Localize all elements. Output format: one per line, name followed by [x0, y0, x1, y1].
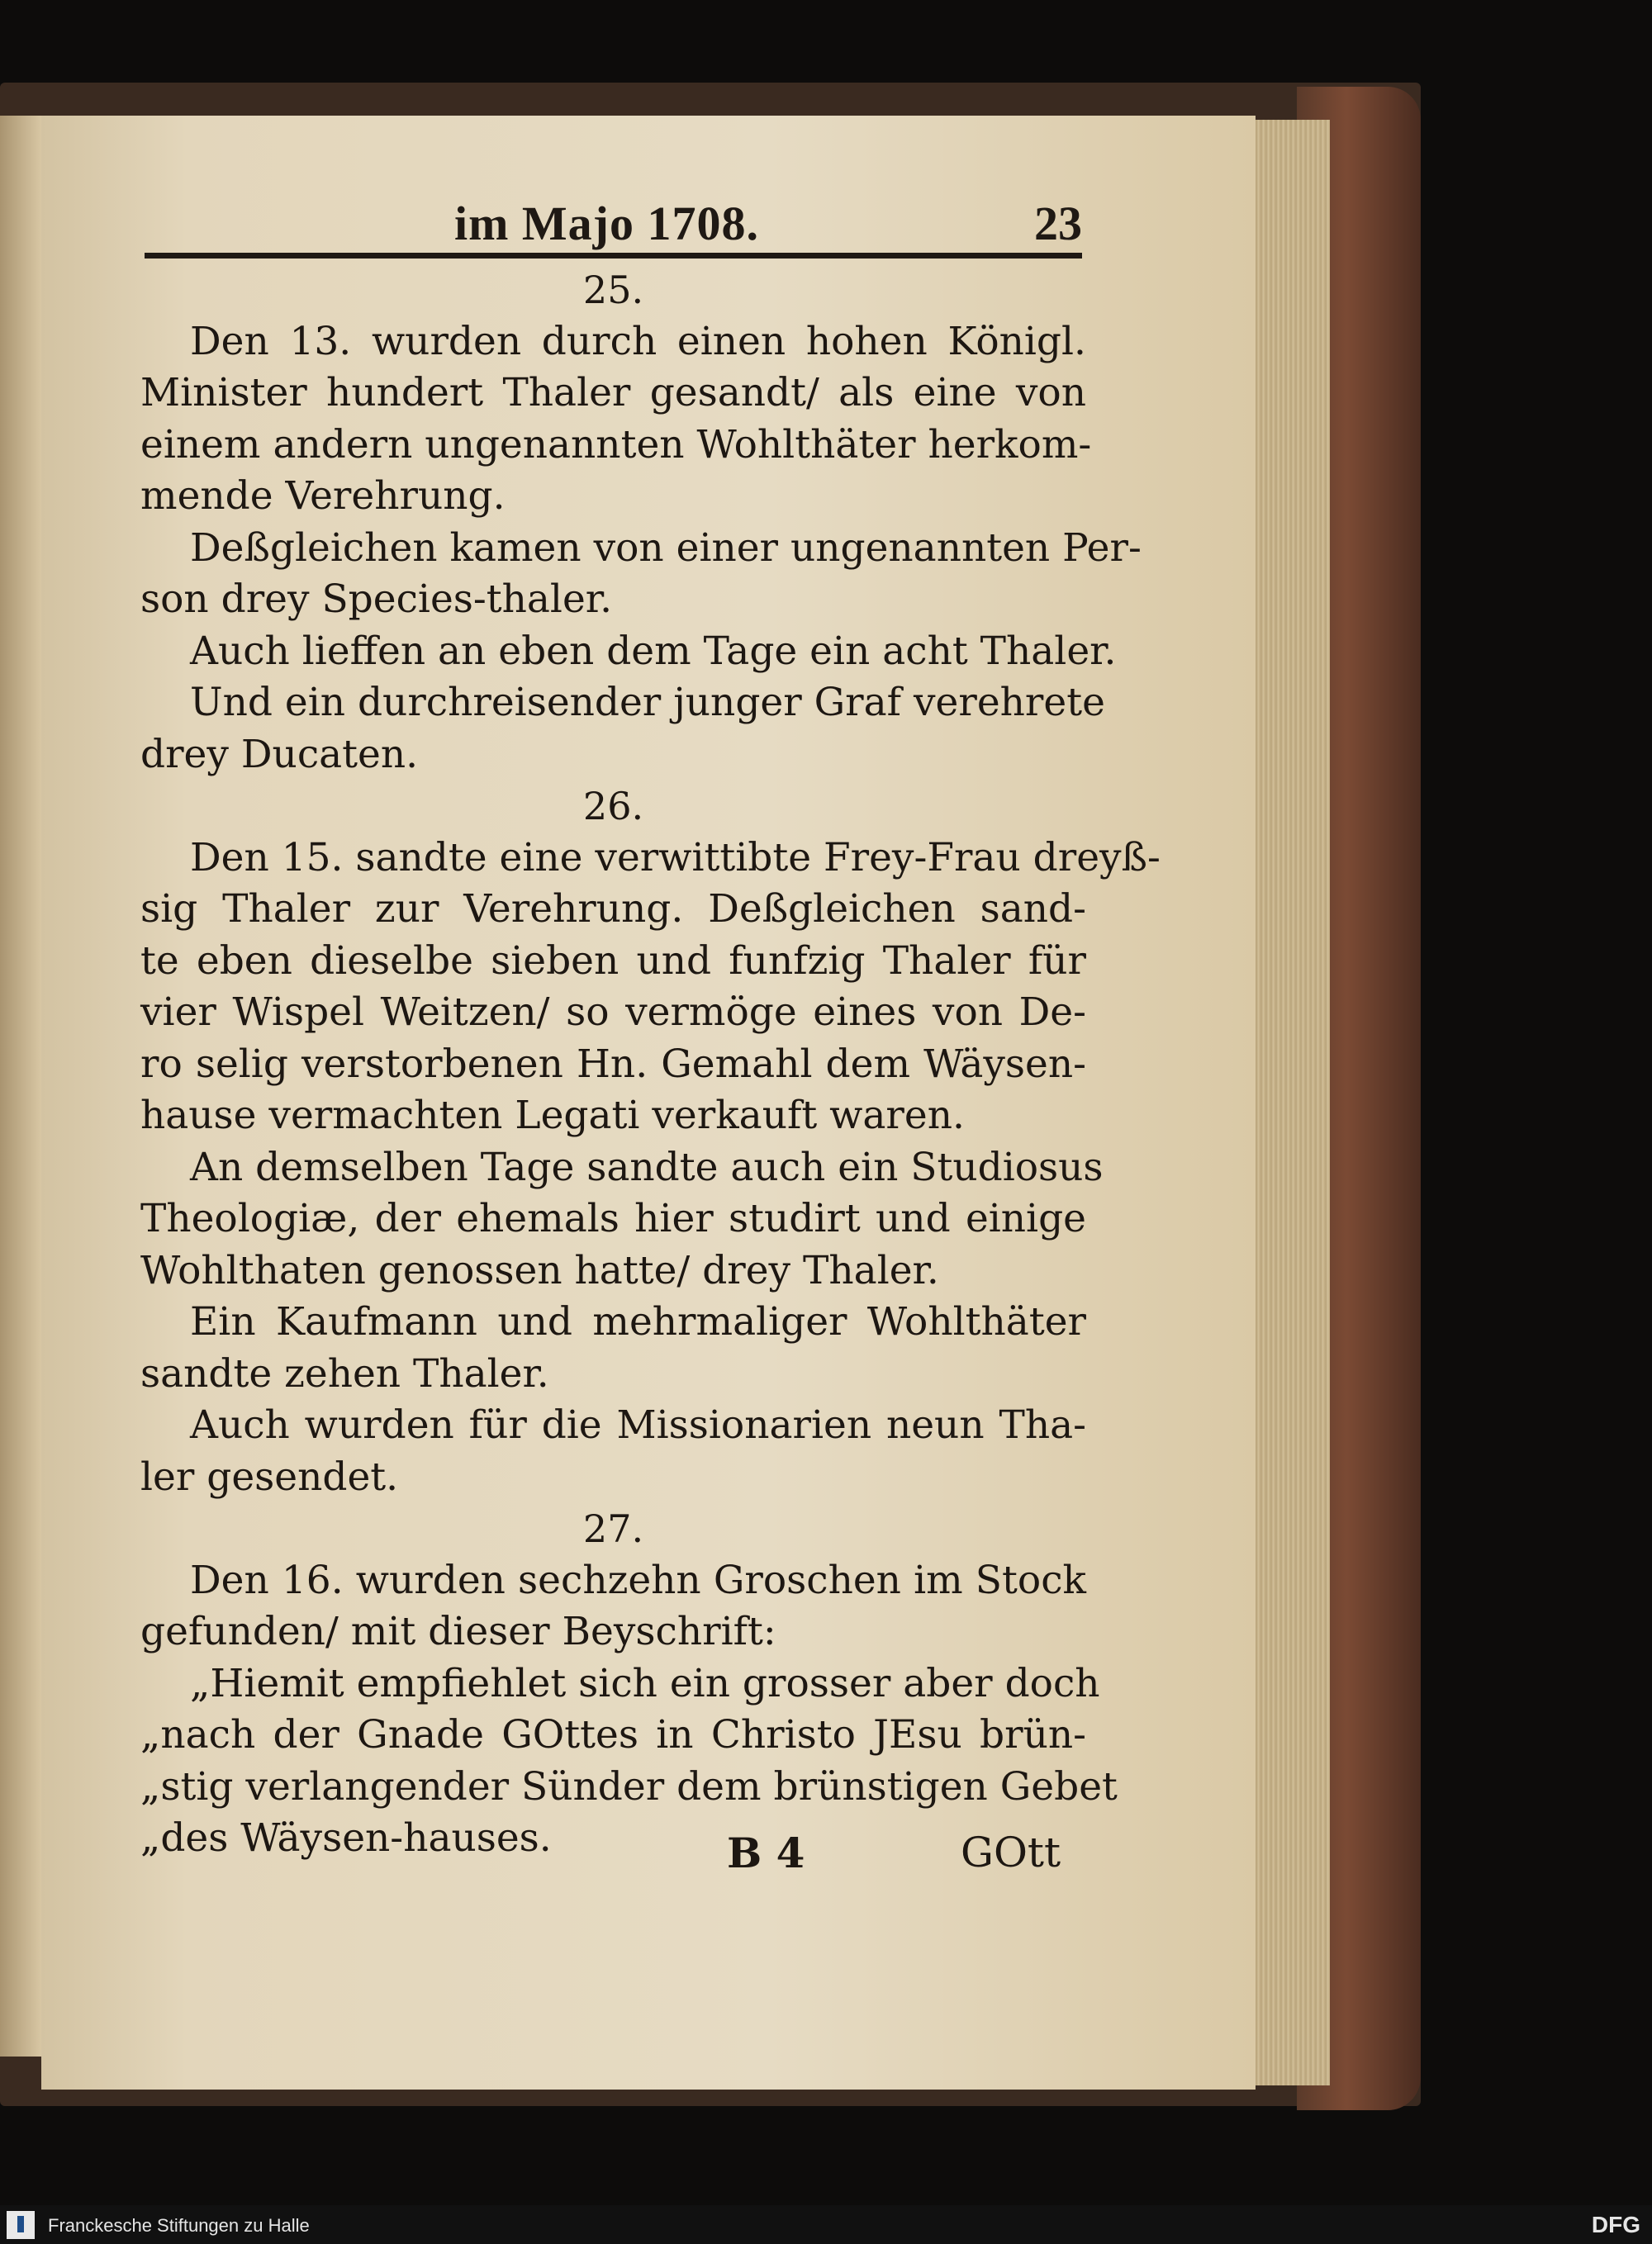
text-line: Auch wurden für die Missionarien neun Tha- [190, 1402, 1086, 1448]
text-line: sig Thaler zur Verehrung. Deßgleichen sand- [140, 886, 1086, 932]
text-line: „Hiemit empfiehlet sich ein grosser aber doch [190, 1660, 1100, 1706]
text-line: „nach der Gnade GOttes in Christo JEsu brün- [140, 1712, 1086, 1758]
text-line: hause vermachten Legati verkauft waren. [140, 1093, 965, 1138]
text-line: ro selig verstorbenen Hn. Gemahl dem Wäysen- [140, 1041, 1086, 1087]
text-line: Den 16. wurden sechzehn Groschen im Stock [190, 1557, 1086, 1603]
text-line: Den 15. sandte eine verwittibte Frey-Frau dreyß- [190, 834, 1161, 880]
text-line: Minister hundert Thaler gesandt/ als eine von [140, 370, 1086, 415]
text-line: Theologiæ, der ehemals hier studirt und einige [140, 1196, 1086, 1241]
text-line: Deßgleichen kamen von einer ungenannten Per- [190, 524, 1142, 571]
section-number: 26. [582, 784, 644, 828]
signature-mark: B 4 [727, 1829, 805, 1877]
body-text [140, 264, 1161, 1865]
text-line: Und ein durchreisender junger Graf verehrete [190, 680, 1105, 725]
text-line: te eben dieselbe sieben und funfzig Thaler für [140, 937, 1086, 984]
page-number: 23 [1034, 197, 1082, 250]
institution-name: Franckesche Stiftungen zu Halle [48, 2215, 310, 2236]
running-title: im Majo 1708. [454, 197, 759, 250]
text-line: sandte zehen Thaler. [140, 1350, 549, 1397]
institution-logo-icon [7, 2211, 35, 2239]
text-line: son drey Species-thaler. [140, 576, 613, 622]
text-line: vier Wispel Weitzen/ so vermöge eines von De- [140, 989, 1086, 1035]
left-page-edge [0, 116, 41, 2057]
text-line: Auch lieffen an eben dem Tage ein acht Thaler. [190, 628, 1117, 674]
text-line: An demselben Tage sandte auch ein Studiosus [190, 1144, 1104, 1190]
text-line: mende Verehrung. [140, 473, 506, 519]
section-number: 25. [582, 268, 644, 312]
text-line: drey Ducaten. [140, 731, 419, 777]
text-line: „des Wäysen-hauses. [140, 1815, 552, 1861]
text-line: Den 13. wurden durch einen hohen Königl. [190, 318, 1086, 364]
dfg-logo: DFG [1591, 2212, 1640, 2237]
section-number: 27. [582, 1506, 644, 1551]
page-header [149, 186, 1082, 260]
catchword: GOtt [961, 1829, 1061, 1876]
text-line: Ein Kaufmann und mehrmaliger Wohlthäter [190, 1299, 1086, 1345]
header-rule [145, 253, 1082, 259]
text-line: Wohlthaten genossen hatte/ drey Thaler. [140, 1247, 939, 1293]
text-line: gefunden/ mit dieser Beyschrift: [140, 1609, 776, 1654]
text-line: einem andern ungenannten Wohlthäter herkom- [140, 421, 1092, 467]
text-line: ler gesendet. [140, 1454, 399, 1500]
text-line: „stig verlangender Sünder dem brünstigen Gebet [140, 1763, 1118, 1810]
